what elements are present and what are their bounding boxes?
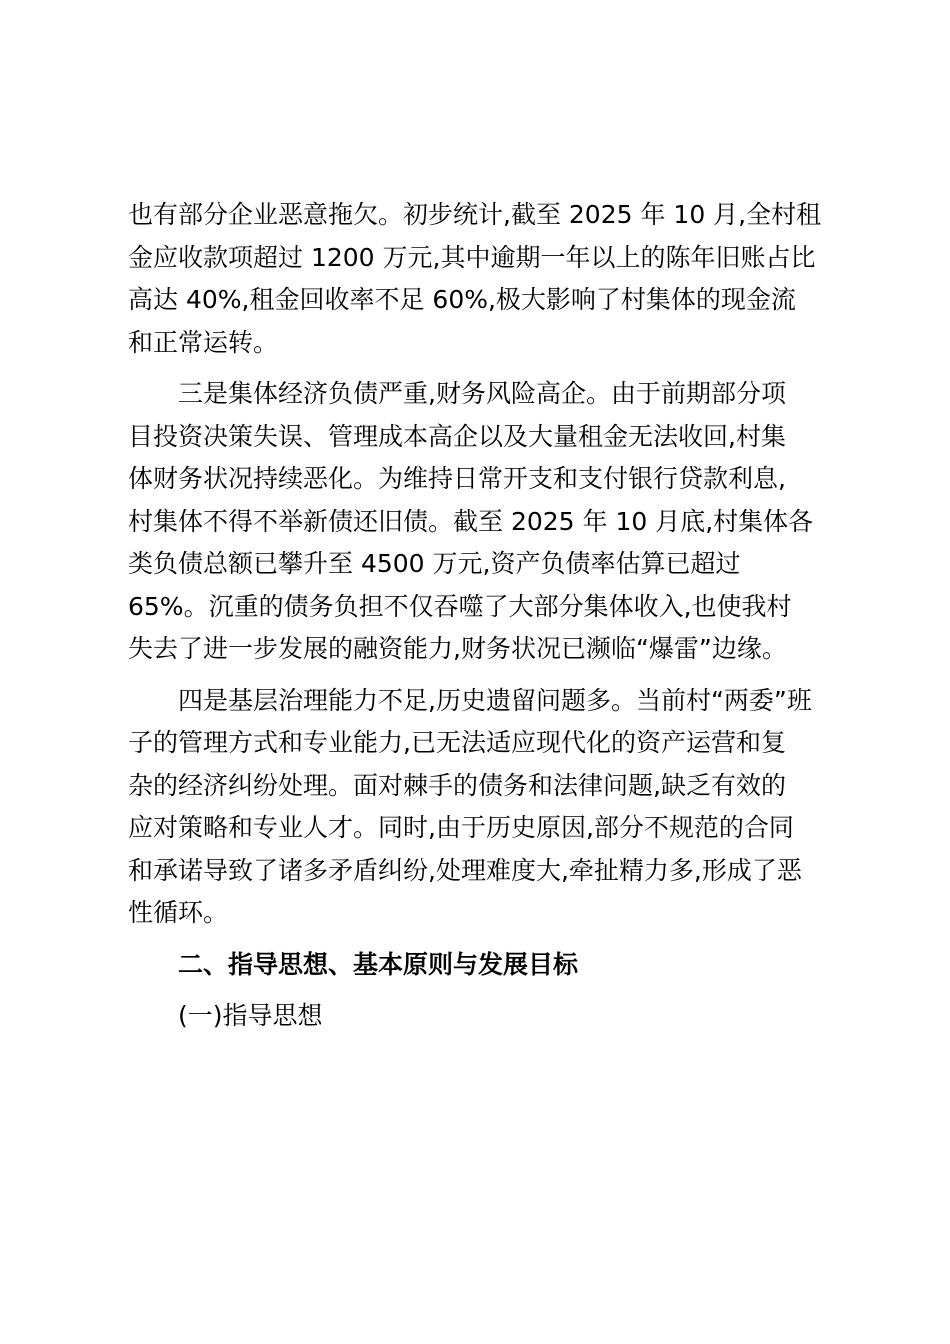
text-line: 性循环。 — [128, 898, 229, 927]
text-line: 应对策略和专业人才。同时,由于历史原因,部分不规范的合同 — [128, 813, 794, 842]
text-line: 失去了进一步发展的融资能力,财务状况已濒临“爆雷”边缘。 — [128, 634, 787, 663]
paragraph-governance — [128, 680, 824, 935]
text-line: 四是基层治理能力不足,历史遗留问题多。当前村“两委”班 — [178, 685, 812, 715]
text-line: 类负债总额已攀升至 4500 万元,资产负债率估算已超过 — [128, 549, 741, 578]
paragraph-rent-arrears — [128, 194, 824, 364]
text-line: 金应收款项超过 1200 万元,其中逾期一年以上的陈年旧账占比 — [128, 242, 816, 272]
text-line: 65%。沉重的债务负担不仅吞噬了大部分集体收入,也使我村 — [128, 591, 792, 621]
paragraph-debt — [128, 373, 824, 671]
text-line: 子的管理方式和专业能力,已无法适应现代化的资产运营和复 — [128, 728, 786, 757]
text-line: 村集体不得不举新债还旧债。截至 2025 年 10 月底,村集体各 — [128, 506, 814, 536]
text-line: 三是集体经济负债严重,财务风险高企。由于前期部分项 — [178, 379, 786, 408]
text-line: 体财务状况持续恶化。为维持日常开支和支付银行贷款利息, — [128, 464, 786, 493]
text-line: 和正常运转。 — [128, 327, 279, 357]
text-line: 和承诺导致了诸多矛盾纠纷,处理难度大,牵扯精力多,形成了恶 — [128, 855, 802, 885]
document-page — [128, 194, 824, 1038]
text-line: 目投资决策失误、管理成本高企以及大量租金无法收回,村集 — [128, 421, 786, 451]
text-line: 杂的经济纠纷处理。面对棘手的债务和法律问题,缺乏有效的 — [128, 770, 786, 800]
text-line: 高达 40%,租金回收率不足 60%,极大影响了村集体的现金流 — [128, 285, 796, 314]
subsection-heading: (一)指导思想 — [178, 1001, 323, 1030]
text-line: 也有部分企业恶意拖欠。初步统计,截至 2025 年 10 月,全村租 — [128, 200, 822, 229]
section-heading: 二、指导思想、基本原则与发展目标 — [178, 949, 579, 979]
